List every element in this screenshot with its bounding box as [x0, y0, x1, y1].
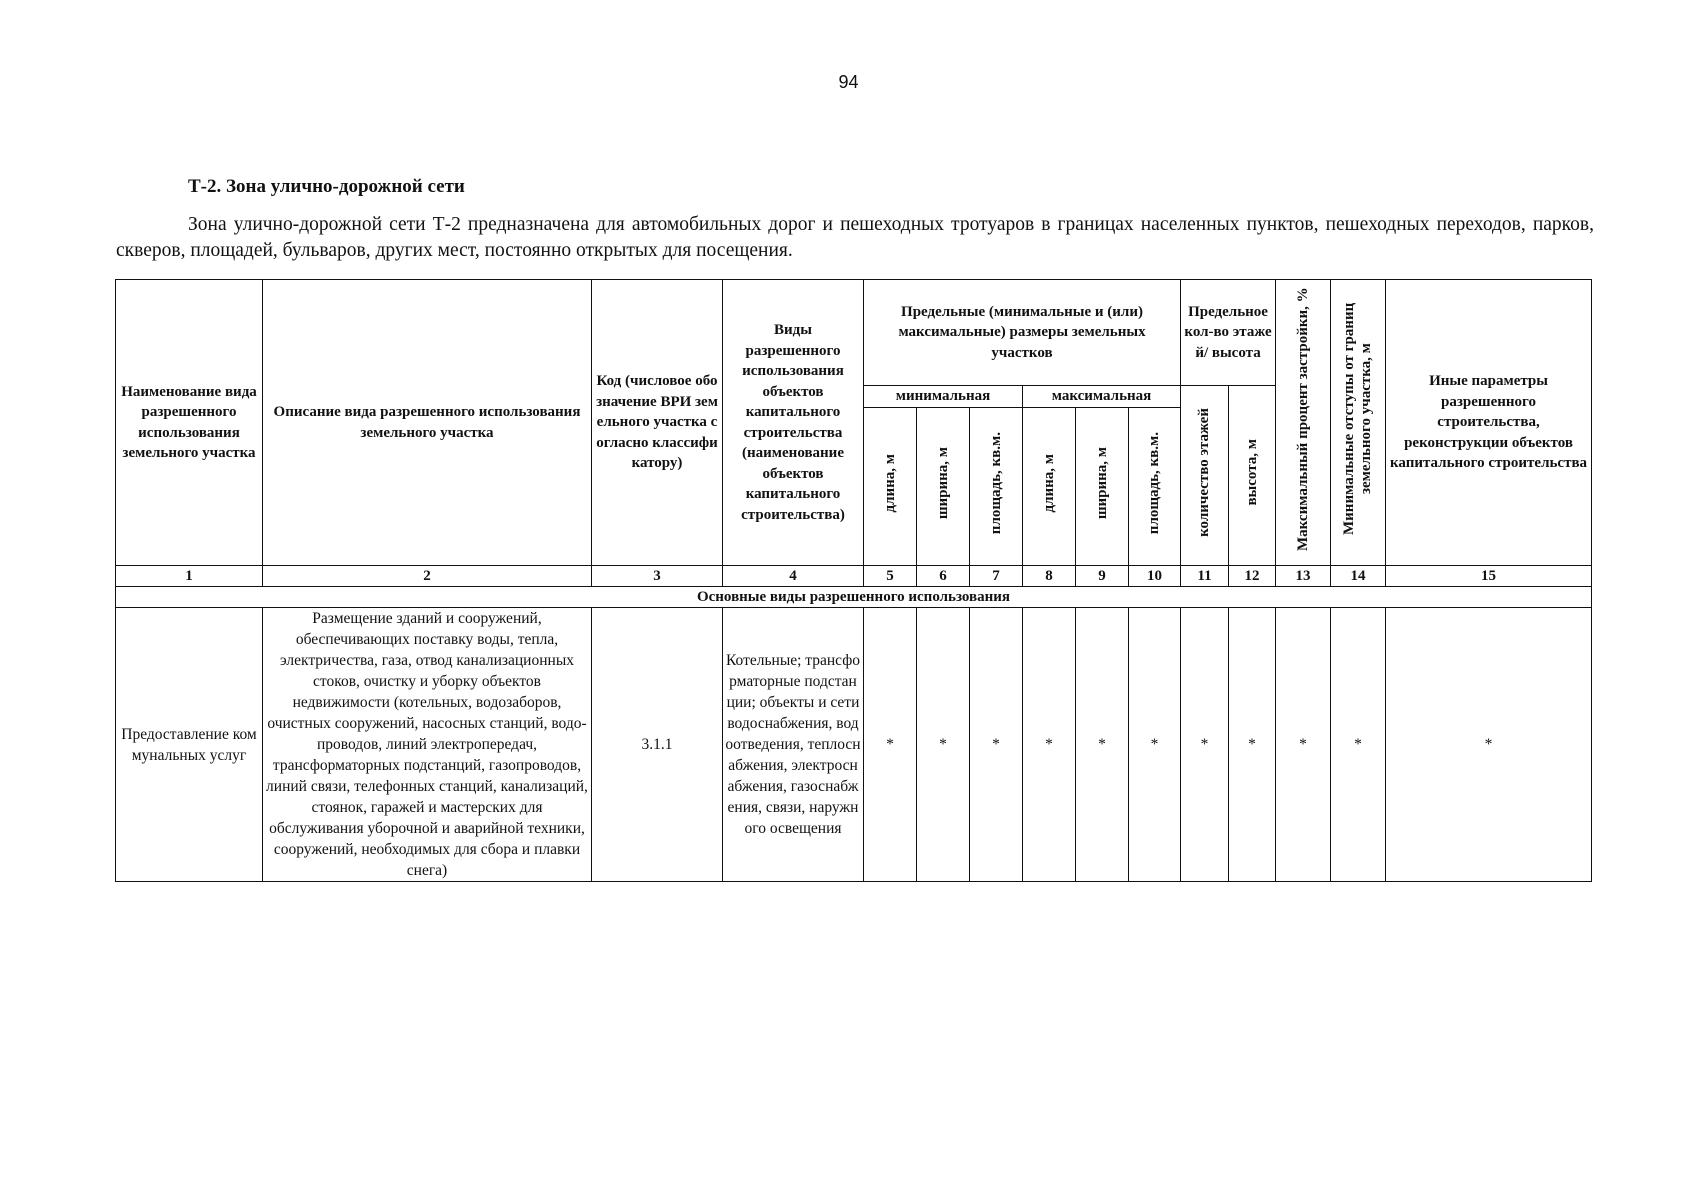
header-maximal: максимальная: [1023, 386, 1181, 408]
min-width-cell: *: [917, 608, 970, 882]
table-row: [116, 608, 1592, 882]
header-floor-count: количество этажей: [1181, 386, 1229, 566]
header-max-length: длина, м: [1023, 408, 1076, 566]
max-length-cell: *: [1023, 608, 1076, 882]
header-min-setback: Минимальные отступы от границ земельного участка, м: [1331, 280, 1386, 566]
max-percent-cell: *: [1276, 608, 1331, 882]
column-number: 11: [1181, 566, 1229, 587]
regulations-table: [115, 279, 1592, 882]
column-number: 6: [917, 566, 970, 587]
header-height: высота, м: [1229, 386, 1276, 566]
header-use-description: Описание вида разрешенного использования земельного участка: [263, 280, 592, 566]
header-other-params: Иные параметры разрешенного строительства, реконструкции объектов капитального строительства: [1386, 280, 1592, 566]
floor-count-cell: *: [1181, 608, 1229, 882]
section-title: Основные виды разрешенного использования: [116, 587, 1592, 608]
page-number: 94: [838, 72, 859, 92]
column-number: 1: [116, 566, 263, 587]
other-params-cell: *: [1386, 608, 1592, 882]
header-min-width: ширина, м: [917, 408, 970, 566]
column-number: 5: [864, 566, 917, 587]
header-min-area: площадь, кв.м.: [970, 408, 1023, 566]
header-floor-limits: Предельное кол-во этажей/ высота: [1181, 280, 1276, 386]
min-length-cell: *: [864, 608, 917, 882]
header-use-name: Наименование вида разрешенного использования земельного участка: [116, 280, 263, 566]
column-number: 14: [1331, 566, 1386, 587]
zone-description: Зона улично-дорожной сети Т-2 предназначена для автомобильных дорог и пешеходных тротуаров в границах населенных пунктов, пешеходных переходов, парков, скверов, площадей, бульваров, других мест, постоянно открытых для посещения.: [116, 214, 1594, 261]
column-number: 7: [970, 566, 1023, 587]
column-number: 2: [263, 566, 592, 587]
column-number: 15: [1386, 566, 1592, 587]
header-code: Код (числовое обозначение ВРИ земельного участка согласно классификатору): [592, 280, 723, 566]
header-minimal: минимальная: [864, 386, 1023, 408]
use-name-cell: Предоставление коммунальных услуг: [116, 608, 263, 882]
column-number: 12: [1229, 566, 1276, 587]
column-number: 13: [1276, 566, 1331, 587]
column-number-row: [116, 566, 1592, 587]
column-number: 4: [723, 566, 864, 587]
min-setback-cell: *: [1331, 608, 1386, 882]
max-width-cell: *: [1076, 608, 1129, 882]
column-number: 3: [592, 566, 723, 587]
column-number: 8: [1023, 566, 1076, 587]
column-number: 9: [1076, 566, 1129, 587]
max-area-cell: *: [1129, 608, 1181, 882]
code-cell: 3.1.1: [592, 608, 723, 882]
min-area-cell: *: [970, 608, 1023, 882]
zone-heading: Т-2. Зона улично-дорожной сети: [188, 176, 465, 197]
height-cell: *: [1229, 608, 1276, 882]
use-description-cell: Размещение зданий и сооружений, обеспечивающих поставку воды, тепла, электричества, газа, отвод канализационных стоков, очистку и уборку объектов недвижимости (котельных, водозаборов, очистных сооружений, насосных станций, водо-проводов, линий электропередач, трансформаторных подстанций, газопроводов, линий связи, телефонных станций, канализаций, стоянок, гаражей и мастерских для обслуживания уборочной и аварийной техники, сооружений, необходимых для сбора и плавки снега): [263, 608, 592, 882]
header-max-area: площадь, кв.м.: [1129, 408, 1181, 566]
header-max-percent: Максимальный процент застройки, %: [1276, 280, 1331, 566]
column-number: 10: [1129, 566, 1181, 587]
header-max-width: ширина, м: [1076, 408, 1129, 566]
capital-objects-cell: Котельные; трансформаторные подстанции; объекты и сети водоснабжения, водоотведения, теплоснабжения, электроснабжения, газоснабжения, связи, наружного освещения: [723, 608, 864, 882]
header-plot-size-limits: Предельные (минимальные и (или) максимальные) размеры земельных участков: [864, 280, 1181, 386]
header-capital-objects: Виды разрешенного использования объектов капитального строительства (наименование объектов капитального строительства): [723, 280, 864, 566]
header-min-length: длина, м: [864, 408, 917, 566]
